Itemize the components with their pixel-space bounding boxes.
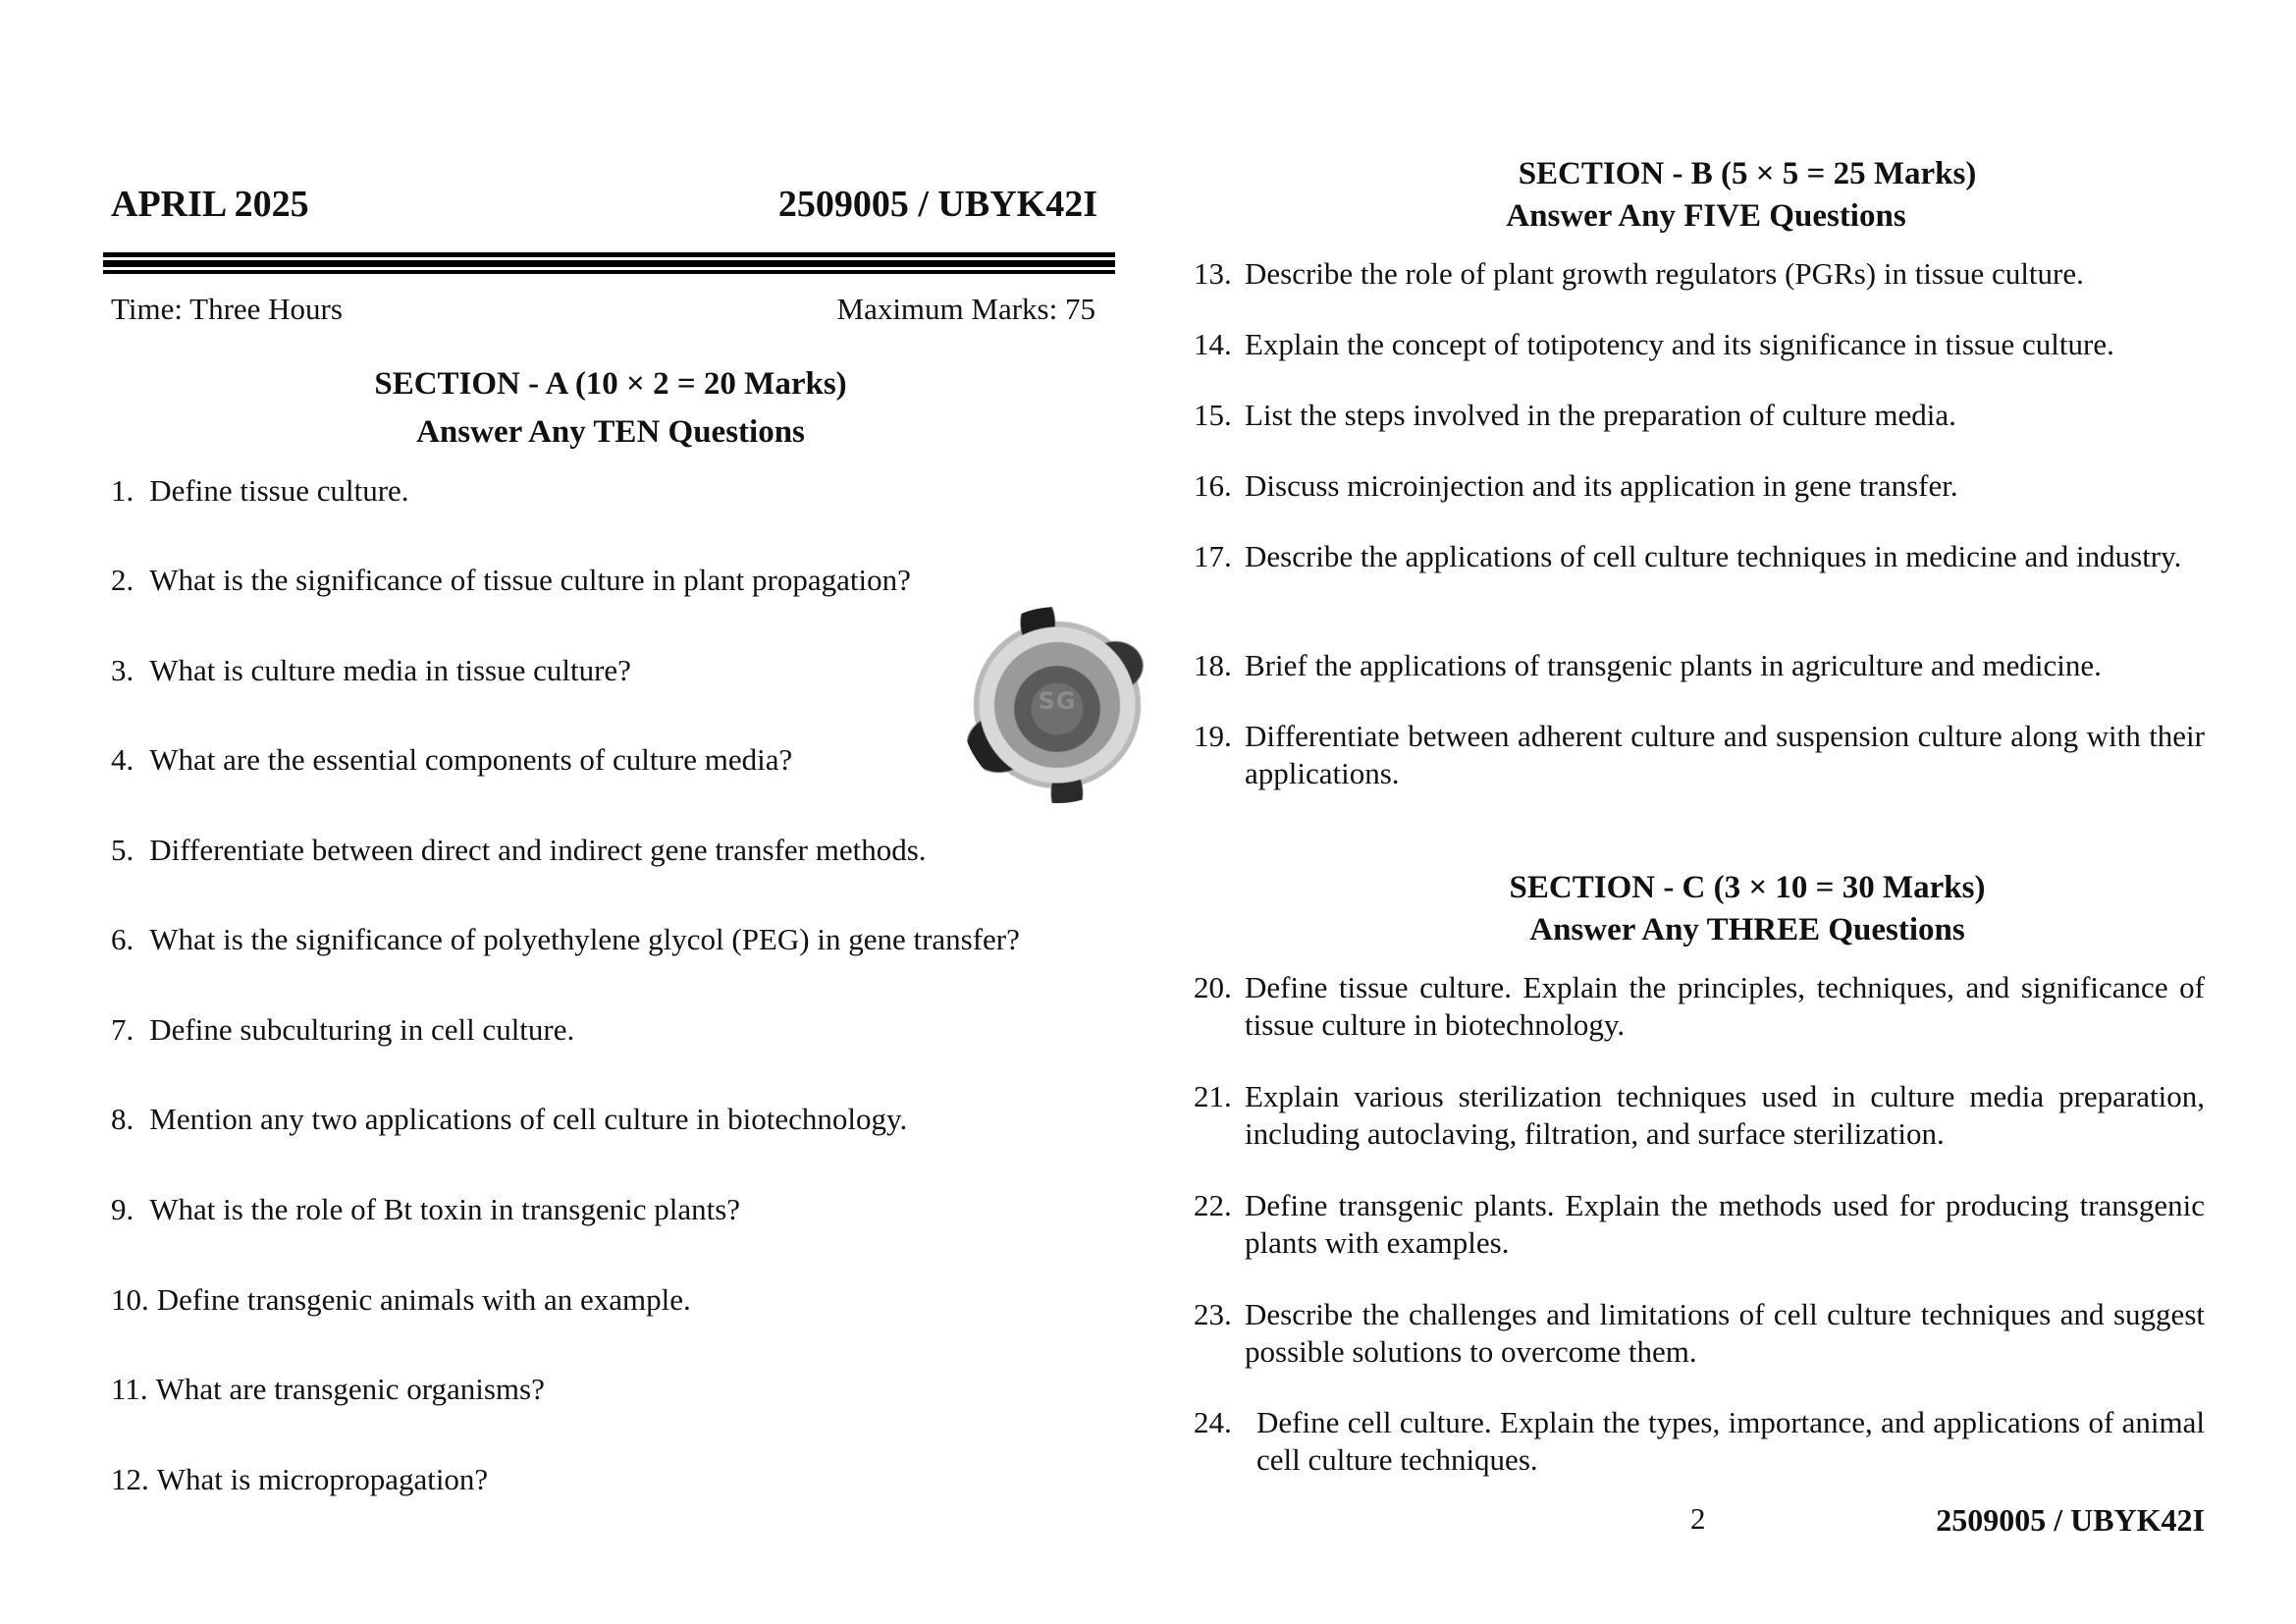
question-text: Describe the applications of cell culture techniques in medicine and industry. — [1245, 539, 2182, 573]
question-5 — [111, 832, 927, 869]
section-a-instruction: Answer Any TEN Questions — [416, 414, 805, 450]
question-number: 14. — [1194, 327, 1232, 361]
question-number: 7. — [111, 1012, 134, 1047]
question-number: 22. — [1194, 1188, 1232, 1222]
question-14 — [1194, 326, 2205, 363]
section-c-title: SECTION - C (3 × 10 = 30 Marks) — [1509, 870, 1986, 905]
question-text: Differentiate between adherent culture and suspension culture along with their applications. — [1245, 719, 2205, 790]
question-text: Discuss microinjection and its application in gene transfer. — [1245, 468, 1958, 503]
header-rule-middle — [103, 260, 1115, 267]
question-text: What is the significance of polyethylene glycol (PEG) in gene transfer? — [149, 922, 1020, 956]
question-text: Mention any two applications of cell culture in biotechnology. — [149, 1102, 908, 1136]
question-text: Explain the concept of totipotency and its significance in tissue culture. — [1245, 327, 2114, 361]
question-text: Define transgenic animals with an example. — [156, 1282, 691, 1317]
question-number: 21. — [1194, 1079, 1232, 1113]
question-number: 20. — [1194, 970, 1232, 1004]
question-text: Define transgenic plants. Explain the methods used for producing transgenic plants with examples. — [1245, 1188, 2205, 1260]
question-18 — [1194, 647, 2205, 684]
question-number: 1. — [111, 473, 134, 508]
question-9 — [111, 1191, 740, 1228]
question-text: What are transgenic organisms? — [155, 1372, 545, 1406]
question-number: 6. — [111, 922, 134, 956]
header-rule-bottom — [103, 270, 1115, 274]
question-text: What is the role of Bt toxin in transgenic plants? — [149, 1192, 741, 1226]
question-23 — [1194, 1296, 2205, 1371]
question-number: 2. — [111, 563, 134, 597]
question-17 — [1194, 538, 2205, 575]
question-number: 24. — [1194, 1405, 1232, 1439]
question-text: Define subculturing in cell culture. — [149, 1012, 575, 1047]
section-a-title: SECTION - A (10 × 2 = 20 Marks) — [374, 366, 847, 402]
question-number: 19. — [1194, 719, 1232, 753]
exam-date: APRIL 2025 — [111, 184, 309, 225]
question-13 — [1194, 255, 2205, 293]
question-1 — [111, 472, 409, 510]
question-text: List the steps involved in the preparation of culture media. — [1245, 398, 1956, 432]
question-number: 4. — [111, 742, 134, 777]
question-8 — [111, 1101, 907, 1138]
question-text: What is the significance of tissue culture in plant propagation? — [149, 563, 911, 597]
question-7 — [111, 1011, 574, 1049]
maximum-marks: Maximum Marks: 75 — [836, 292, 1095, 326]
question-19 — [1194, 718, 2205, 792]
question-text: Brief the applications of transgenic plants in agriculture and medicine. — [1245, 648, 2102, 682]
section-c-instruction: Answer Any THREE Questions — [1529, 912, 1965, 947]
question-text: What is culture media in tissue culture? — [149, 653, 631, 687]
question-number: 18. — [1194, 648, 1232, 682]
question-text: Define cell culture. Explain the types, importance, and applications of animal cell culture techniques. — [1256, 1405, 2205, 1477]
question-number: 10. — [111, 1282, 149, 1317]
question-24 — [1194, 1404, 2205, 1479]
question-number: 12. — [111, 1462, 149, 1496]
question-number: 9. — [111, 1192, 134, 1226]
question-text: Define tissue culture. — [149, 473, 409, 508]
question-2 — [111, 562, 911, 599]
question-12 — [111, 1461, 488, 1498]
question-number: 3. — [111, 653, 134, 687]
question-number: 16. — [1194, 468, 1232, 503]
question-22 — [1194, 1187, 2205, 1262]
header-rule-top — [103, 252, 1115, 257]
question-10 — [111, 1281, 691, 1319]
question-number: 8. — [111, 1102, 134, 1136]
question-3 — [111, 652, 631, 689]
university-seal-icon — [960, 607, 1154, 803]
question-text: What are the essential components of culture media? — [149, 742, 793, 777]
question-number: 23. — [1194, 1297, 1232, 1331]
paper-code: 2509005 / UBYK42I — [777, 184, 1097, 225]
question-20 — [1194, 969, 2205, 1044]
question-text: Describe the challenges and limitations of cell culture techniques and suggest possible solutions to overcome them. — [1245, 1297, 2205, 1369]
question-11 — [111, 1371, 545, 1408]
question-16 — [1194, 467, 2205, 505]
seal-text: SG — [1038, 687, 1077, 715]
question-text: What is micropropagation? — [156, 1462, 489, 1496]
question-6 — [111, 921, 1020, 958]
question-text: Explain various sterilization techniques used in culture media preparation, including autoclaving, filtration, and surface sterilization. — [1245, 1079, 2205, 1151]
page-number: 2 — [1690, 1501, 1706, 1536]
section-b-instruction: Answer Any FIVE Questions — [1506, 198, 1906, 234]
footer-paper-code: 2509005 / UBYK42I — [1936, 1502, 2205, 1538]
question-text: Define tissue culture. Explain the principles, techniques, and significance of tissue culture in biotechnology. — [1245, 970, 2205, 1042]
section-b-title: SECTION - B (5 × 5 = 25 Marks) — [1518, 156, 1977, 191]
question-4 — [111, 741, 792, 779]
question-text: Differentiate between direct and indirect gene transfer methods. — [149, 833, 927, 867]
question-number: 11. — [111, 1372, 148, 1406]
question-text: Describe the role of plant growth regulators (PGRs) in tissue culture. — [1245, 256, 2084, 291]
exam-duration: Time: Three Hours — [111, 292, 343, 326]
question-15 — [1194, 397, 2205, 434]
question-21 — [1194, 1078, 2205, 1153]
question-number: 5. — [111, 833, 134, 867]
question-number: 17. — [1194, 539, 1232, 573]
question-number: 15. — [1194, 398, 1232, 432]
question-number: 13. — [1194, 256, 1232, 291]
